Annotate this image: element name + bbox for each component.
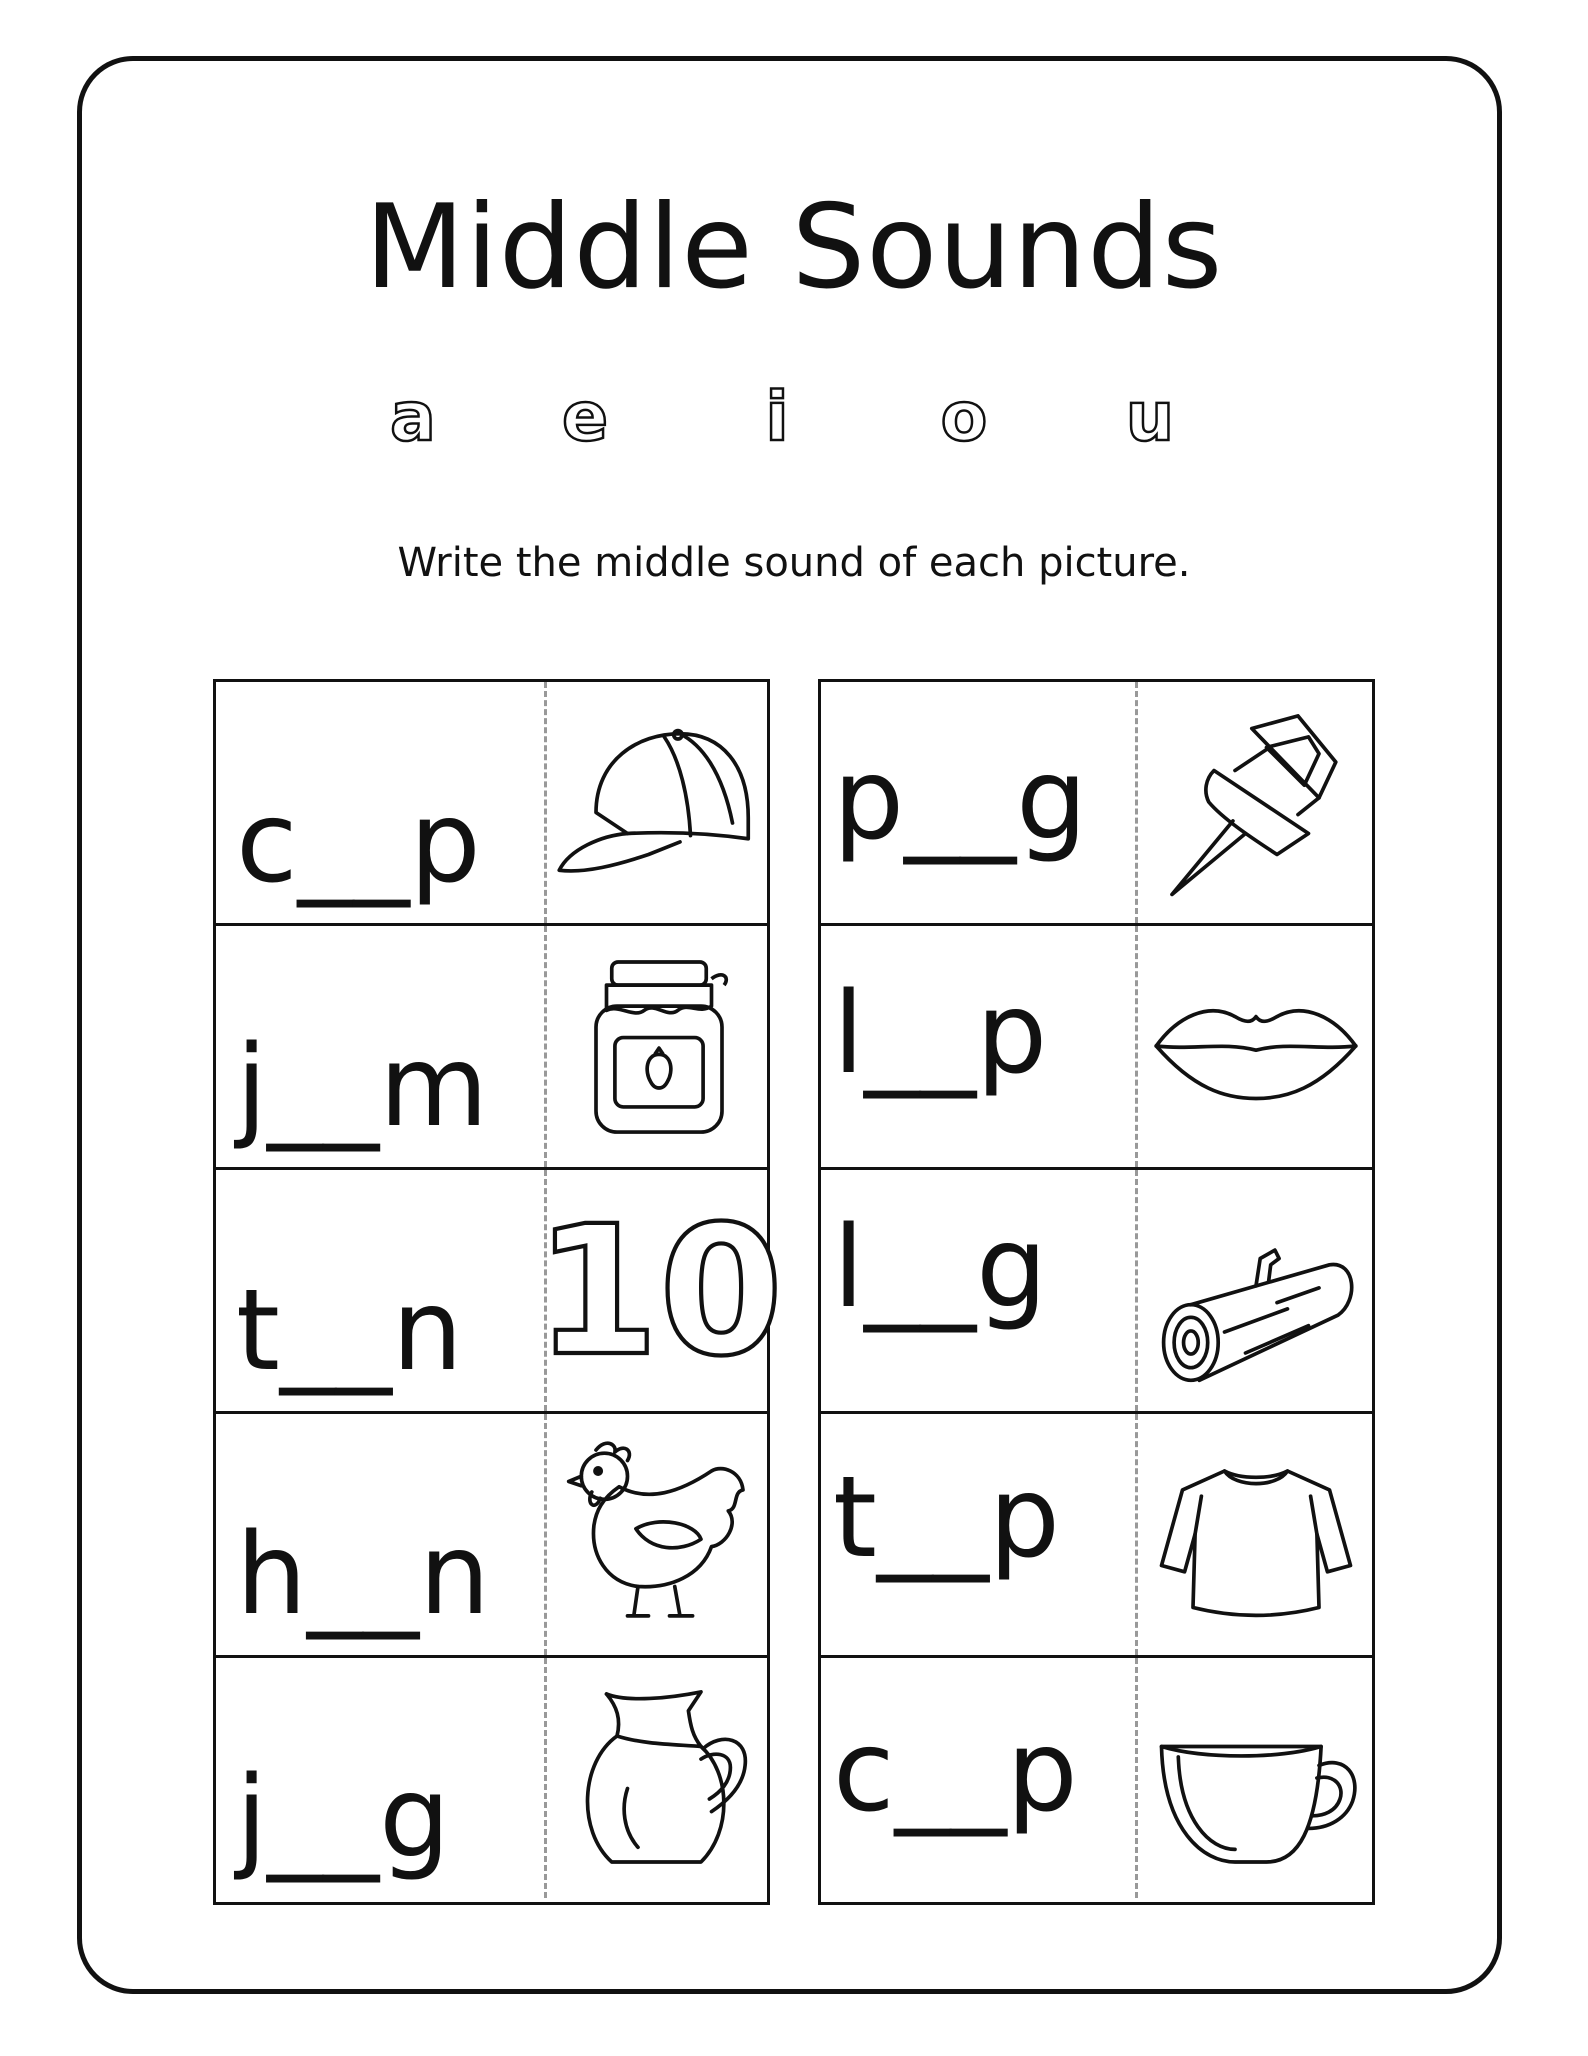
word-row xyxy=(821,682,1372,926)
word-row xyxy=(216,1658,767,1898)
vowel-o: o xyxy=(940,378,988,457)
dashed-divider xyxy=(544,1414,547,1655)
pin-icon xyxy=(1151,696,1361,908)
word-row xyxy=(821,1170,1372,1414)
dashed-divider xyxy=(1135,682,1138,923)
page-title: Middle Sounds xyxy=(364,180,1224,315)
word-blank[interactable]: j__m xyxy=(236,1022,489,1152)
lip-icon xyxy=(1151,940,1361,1152)
jug-icon xyxy=(554,1672,764,1884)
dashed-divider xyxy=(1135,1658,1138,1898)
log-icon xyxy=(1151,1184,1361,1396)
vowel-e: e xyxy=(561,378,609,457)
vowel-u: u xyxy=(1125,378,1175,457)
hen-icon xyxy=(554,1428,764,1640)
dashed-divider xyxy=(544,1658,547,1898)
word-row xyxy=(216,1170,784,1414)
word-row xyxy=(821,1658,1372,1898)
word-blank[interactable]: h__n xyxy=(236,1510,490,1640)
word-blank[interactable]: p__g xyxy=(833,735,1088,865)
cup-icon xyxy=(1151,1672,1361,1884)
dashed-divider xyxy=(1135,1170,1138,1411)
word-row xyxy=(821,1414,1372,1658)
left-word-table xyxy=(213,679,784,1905)
dashed-divider xyxy=(1135,926,1138,1167)
word-blank[interactable]: c__p xyxy=(236,778,481,908)
word-row xyxy=(216,1414,767,1658)
dashed-divider xyxy=(1135,1414,1138,1655)
word-row xyxy=(821,926,1372,1170)
instruction-text: Write the middle sound of each picture. xyxy=(397,540,1191,586)
dashed-divider xyxy=(544,682,547,923)
vowel-i: i xyxy=(765,378,789,457)
jam-icon xyxy=(554,940,764,1152)
ten-icon xyxy=(534,1184,784,1396)
word-blank[interactable]: t__n xyxy=(236,1266,463,1396)
dashed-divider xyxy=(544,926,547,1167)
word-row xyxy=(216,926,767,1170)
vowel-a: a xyxy=(390,378,436,457)
word-blank[interactable]: c__p xyxy=(833,1707,1078,1837)
word-row xyxy=(216,682,767,926)
cap-icon xyxy=(554,696,764,908)
word-blank[interactable]: j__g xyxy=(236,1753,451,1883)
right-word-table xyxy=(818,679,1375,1905)
top-icon xyxy=(1151,1428,1361,1640)
word-blank[interactable]: l__g xyxy=(833,1203,1048,1333)
ten-number: 10 xyxy=(534,1188,784,1396)
vowel-list xyxy=(0,378,1588,498)
word-blank[interactable]: t__p xyxy=(833,1453,1061,1583)
word-blank[interactable]: l__p xyxy=(833,969,1048,1099)
